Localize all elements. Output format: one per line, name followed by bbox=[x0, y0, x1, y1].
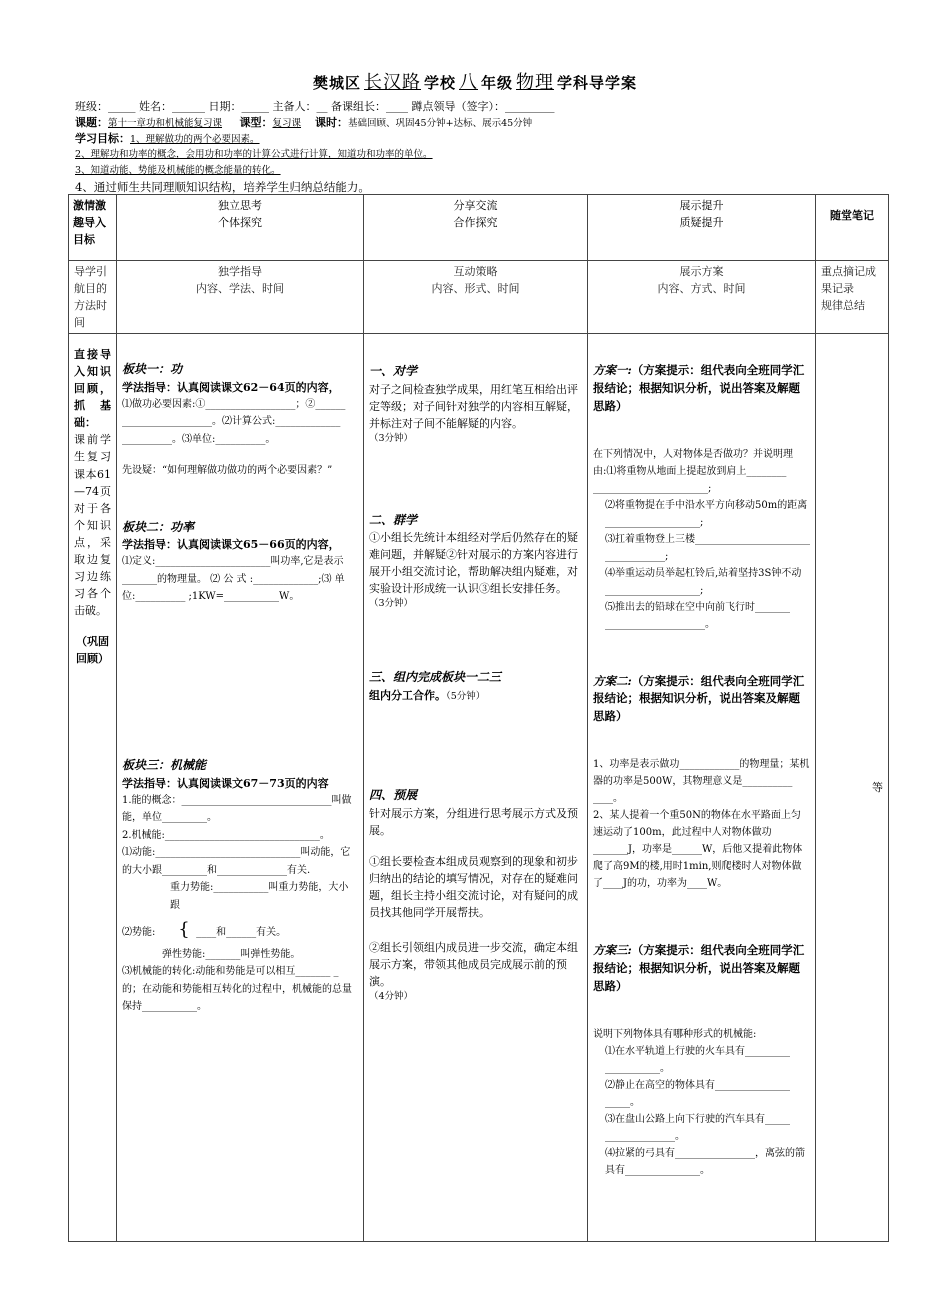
module-1-blanks: ⑴做功必要因素:①__________________；②______ __________________。⑵计算公式:_____________ __________。⑶单位:__________。 bbox=[122, 398, 346, 445]
goal-2: 2、理解功和功率的概念，会用功和功率的计算公式进行计算，知道功和功率的单位。 bbox=[75, 149, 433, 160]
subject: 物理 bbox=[516, 72, 555, 93]
page-title bbox=[0, 68, 950, 94]
step-2-title: 二、群学 bbox=[369, 512, 418, 527]
goal-3: 3、知道动能、势能及机械能的概念能量的转化。 bbox=[75, 165, 281, 176]
step-3-title: 三、组内完成板块一二三 bbox=[369, 670, 502, 685]
goal-4: 4、通过师生共同理顺知识结构，培养学生归纳总结能力。 bbox=[75, 180, 370, 194]
header-row bbox=[69, 195, 889, 261]
notes-cell bbox=[816, 334, 889, 1242]
step-1-title: 一、对学 bbox=[369, 364, 418, 379]
presentation-cell: 方案一:（方案提示：组代表向全班同学汇报结论；根据知识分析，说出答案及解题思路） 在下列情况中，人对物体是否做功？并说明理由:⑴将重物从地面上提起放到肩上________ _______________________; ⑵将重物提在手中沿水平方向移动50m的距离___________________; ⑶扛着重物登上三楼_______________________ ____________; ⑷举重运动员举起杠铃后,站着坚持3S钟不动___________________; ⑸推出去的铅球在空中向前飞行时_______ ____________________。 方案二:（方案提示：组代表向全班同学汇报结论；根据知识分析，说出答案及解题思路） 1、功率是表示做功____________的物理量；某机器的功率是500W，其物理意义是__________ ____。 2、某人提着一个重50N的物体在水平路面上匀速运动了100m，此过程中人对物体做功_______J，功率是______W，后他又提着此物体爬了高9M的楼,用时1min,则爬楼时人对物体做了____J的功，功率为____W。 方案三:（方案提示：组代表向全班同学汇报结论；根据知识分析，说出答案及解题思路） 说明下列物体具有哪种形式的机械能: ⑴在水平轨道上行驶的火车具有_________ ___________。 ⑵静止在高空的物体具有_______________ _____。 ⑶在盘山公路上向下行驶的汽车具有_____ ______________。 ⑷拉紧的弓具有________________，离弦的箭具有_______________。 bbox=[588, 334, 816, 1242]
header-col5: 随堂笔记 bbox=[816, 195, 889, 261]
module-2-blanks: ⑴定义:_______________________叫功率,它是表示_______的物理量。 ⑵ 公 式 :_____________;⑶ 单位:__________ ;1KW=___________W。 bbox=[122, 556, 345, 603]
goal-1: 学习目标：1、理解做功的两个必要因素。 bbox=[75, 132, 260, 145]
info-line: 班级：_____ 姓名：______ 日期：_____ 主备人：__ 备课组长：____ 蹲点领导（签字）：_________ bbox=[75, 100, 555, 113]
module-1-title: 板块一：功 bbox=[122, 362, 183, 377]
doc-type: 学科导学案 bbox=[557, 74, 638, 92]
school-name: 长汉路 bbox=[363, 72, 421, 93]
topic-line: 课题：第十一章功和机械能复习课 课型：复习课 课时：基础回顾、巩固45分钟+达标、展示45分钟 bbox=[75, 116, 533, 129]
module-3-title: 板块三：机械能 bbox=[122, 757, 207, 772]
sub-col2: 独学指导 内容、学法、时间 bbox=[117, 261, 364, 334]
plan-2: 方案二:（方案提示：组代表向全班同学汇报结论；根据知识分析，说出答案及解题思路） bbox=[593, 673, 805, 724]
sub-col5: 重点摘记成果记录 规律总结 bbox=[816, 261, 889, 334]
header-col3: 分享交流 合作探究 bbox=[364, 195, 588, 261]
etc-mark: 等 bbox=[872, 781, 883, 795]
step-4-title: 四、预展 bbox=[369, 788, 418, 803]
sub-col3: 互动策略 内容、形式、时间 bbox=[364, 261, 588, 334]
lesson-table bbox=[68, 194, 889, 1242]
content-row bbox=[69, 334, 889, 1242]
header-col2: 独立思考 个体探究 bbox=[117, 195, 364, 261]
time-value: 基础回顾、巩固45分钟+达标、展示45分钟 bbox=[348, 118, 533, 129]
sub-col1: 导学引航目的方法时间 bbox=[69, 261, 117, 334]
topic-value: 第十一章功和机械能复习课 bbox=[108, 118, 223, 129]
subheader-row bbox=[69, 261, 889, 334]
module-2-title: 板块二：功率 bbox=[122, 519, 195, 534]
type-value: 复习课 bbox=[272, 118, 302, 129]
header-col1: 激情激趣导入目标 bbox=[69, 195, 117, 261]
header-col4: 展示提升 质疑提升 bbox=[588, 195, 816, 261]
sub-col4: 展示方案 内容、方式、时间 bbox=[588, 261, 816, 334]
self-study-cell: 板块一：功 学法指导：认真阅读课文62－64页的内容， ⑴做功必要因素:①__________________；②______ __________________。⑵计算公式:_____________ __________。⑶单位:__________。 先设疑：“如何理解做功做功的两个必要因素？” 板块二：功率 学法指导：认真阅读课文65－66页的内容， ⑴定义:_______________________叫功率,它是表示_______的物理量。 ⑵ 公 式 :_____________;⑶ 单位:__________ ;1KW=___________W。 板块三：机械能 学法指导：认真阅读课文67－73页的内容 1.能的概念：______________________________叫做能，单位_________。 2.机械能:_______________________________。 ⑴动能:_____________________________叫动能，它的大小跟_________和______________有关. 重力势能:___________叫重力势能，大小跟 ⑵势能: { ____和______有关。 弹性势能:_______叫弹性势能。 ⑶机械能的转化:动能和势能是可以相互_______ _的；在动能和势能相互转化的过程中，机械能的总量保持___________。 bbox=[117, 334, 364, 1242]
intro-cell: 直接导入知识回顾，抓基础： 课前学生复习课本61—74页对于各个知识点，采取边复习边练习各个击破。 （巩固回顾） bbox=[69, 334, 117, 1242]
grade: 八 bbox=[459, 72, 478, 93]
school-label: 学校 bbox=[423, 74, 456, 92]
cooperation-cell: 一、对学 对子之间检查独学成果，用红笔互相给出评定等级；对子间针对独学的内容相互解疑，并标注对子间不能解疑的内容。 （3分钟） 二、群学 ①小组长先统计本组经对学后仍然存在的疑难问题，并解疑②针对展示的方案内容进行展开小组交流讨论，帮助解决组内疑难，对实验设计形成统一认识③组长安排任务。 （3分钟） 三、组内完成板块一二三 组内分工合作。（5分钟） 四、预展 针对展示方案，分组进行思考展示方式及预展。 ①组长要检查本组成员观察到的现象和初步归纳出的结论的填写情况，对存在的疑难问题，组长主持小组交流讨论，对有疑问的成员找其他同学开展帮扶。 ②组长引领组内成员进一步交流，确定本组展示方案，带领其他成员完成展示前的预演。 （4分钟） bbox=[364, 334, 588, 1242]
plan-3: 方案三:（方案提示：组代表向全班同学汇报结论；根据知识分析，说出答案及解题思路） bbox=[593, 943, 805, 993]
grade-label: 年级 bbox=[481, 74, 514, 92]
module-1-question: 先设疑：“如何理解做功做功的两个必要因素？” bbox=[122, 465, 333, 477]
district: 樊城区 bbox=[312, 74, 361, 92]
plan-1: 方案一:（方案提示：组代表向全班同学汇报结论；根据知识分析，说出答案及解题思路） bbox=[593, 363, 805, 413]
